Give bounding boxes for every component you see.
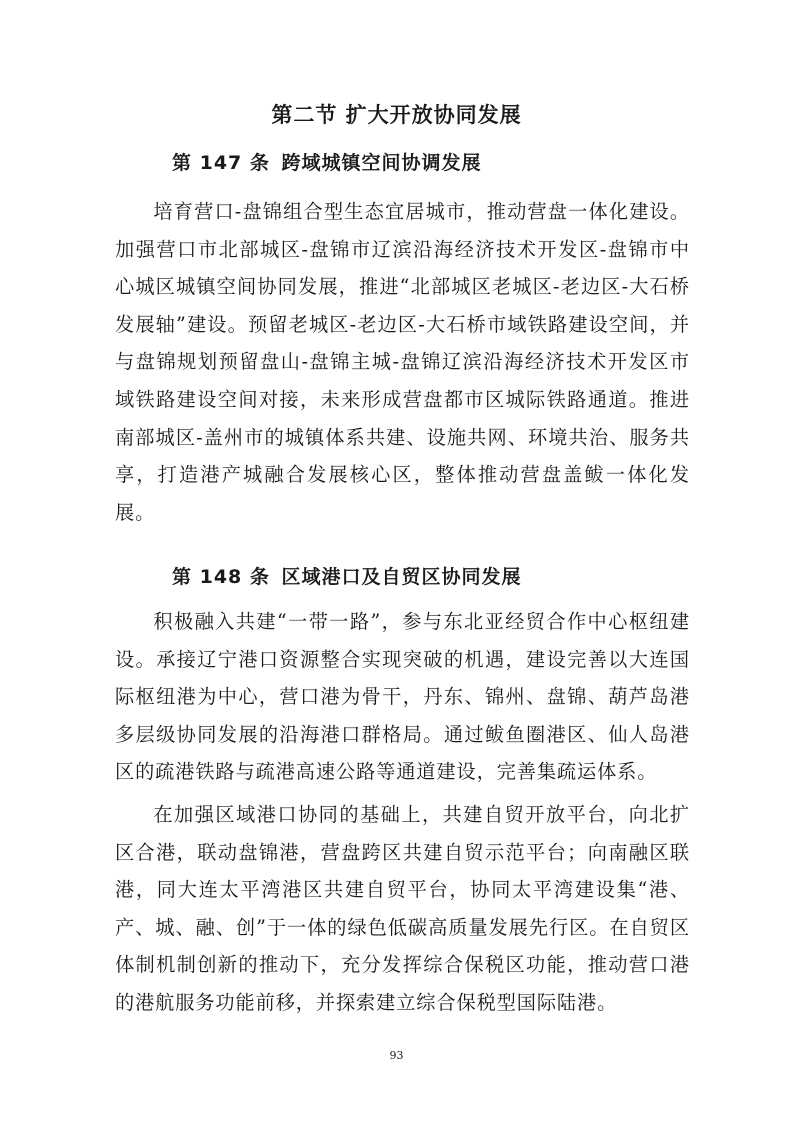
article-148-heading: 区域港口及自贸区协同发展	[281, 566, 522, 588]
article-147-title	[172, 148, 482, 178]
article-148-title	[172, 562, 522, 592]
article-148-paragraph-1: 积极融入共建“一带一路”，参与东北亚经贸合作中心枢纽建设。承接辽宁港口资源整合实现突破的机遇，建设完善以大连国际枢纽港为中心，营口港为骨干，丹东、锦州、盘锦、葫芦岛港多层级协同发展的沿海港口群格局。通过鲅鱼圈港区、仙人岛港区的疏港铁路与疏港高速公路等通道建设，完善集疏运体系。	[115, 610, 690, 784]
article-147-heading: 跨域城镇空间协调发展	[281, 152, 482, 174]
article-147-number: 第 147 条	[172, 152, 270, 174]
article-147-paragraph-1: 培育营口-盘锦组合型生态宜居城市，推动营盘一体化建设。加强营口市北部城区-盘锦市辽滨沿海经济技术开发区-盘锦市中心城区城镇空间协同发展，推进“北部城区老城区-老边区-大石桥发展轴”建设。预留老城区-老边区-大石桥市域铁路建设空间，并与盘锦规划预留盘山-盘锦主城-盘锦辽滨沿海经济技术开发区市域铁路建设空间对接，未来形成营盘都市区城际铁路通道。推进南部城区-盖州市的城镇体系共建、设施共网、环境共治、服务共享，打造港产城融合发展核心区，整体推动营盘盖鲅一体化发展。	[115, 200, 690, 524]
page-number: 93	[389, 1049, 404, 1062]
article-148-number: 第 148 条	[172, 566, 270, 588]
section-title: 第二节 扩大开放协同发展	[271, 103, 522, 127]
article-148-paragraph-2: 在加强区域港口协同的基础上，共建自贸开放平台，向北扩区合港，联动盘锦港，营盘跨区共建自贸示范平台；向南融区联港，同大连太平湾港区共建自贸平台，协同太平湾建设集“港、产、城、融、创”于一体的绿色低碳高质量发展先行区。在自贸区体制机制创新的推动下，充分发挥综合保税区功能，推动营口港的港航服务功能前移，并探索建立综合保税型国际陆港。	[115, 803, 690, 1014]
